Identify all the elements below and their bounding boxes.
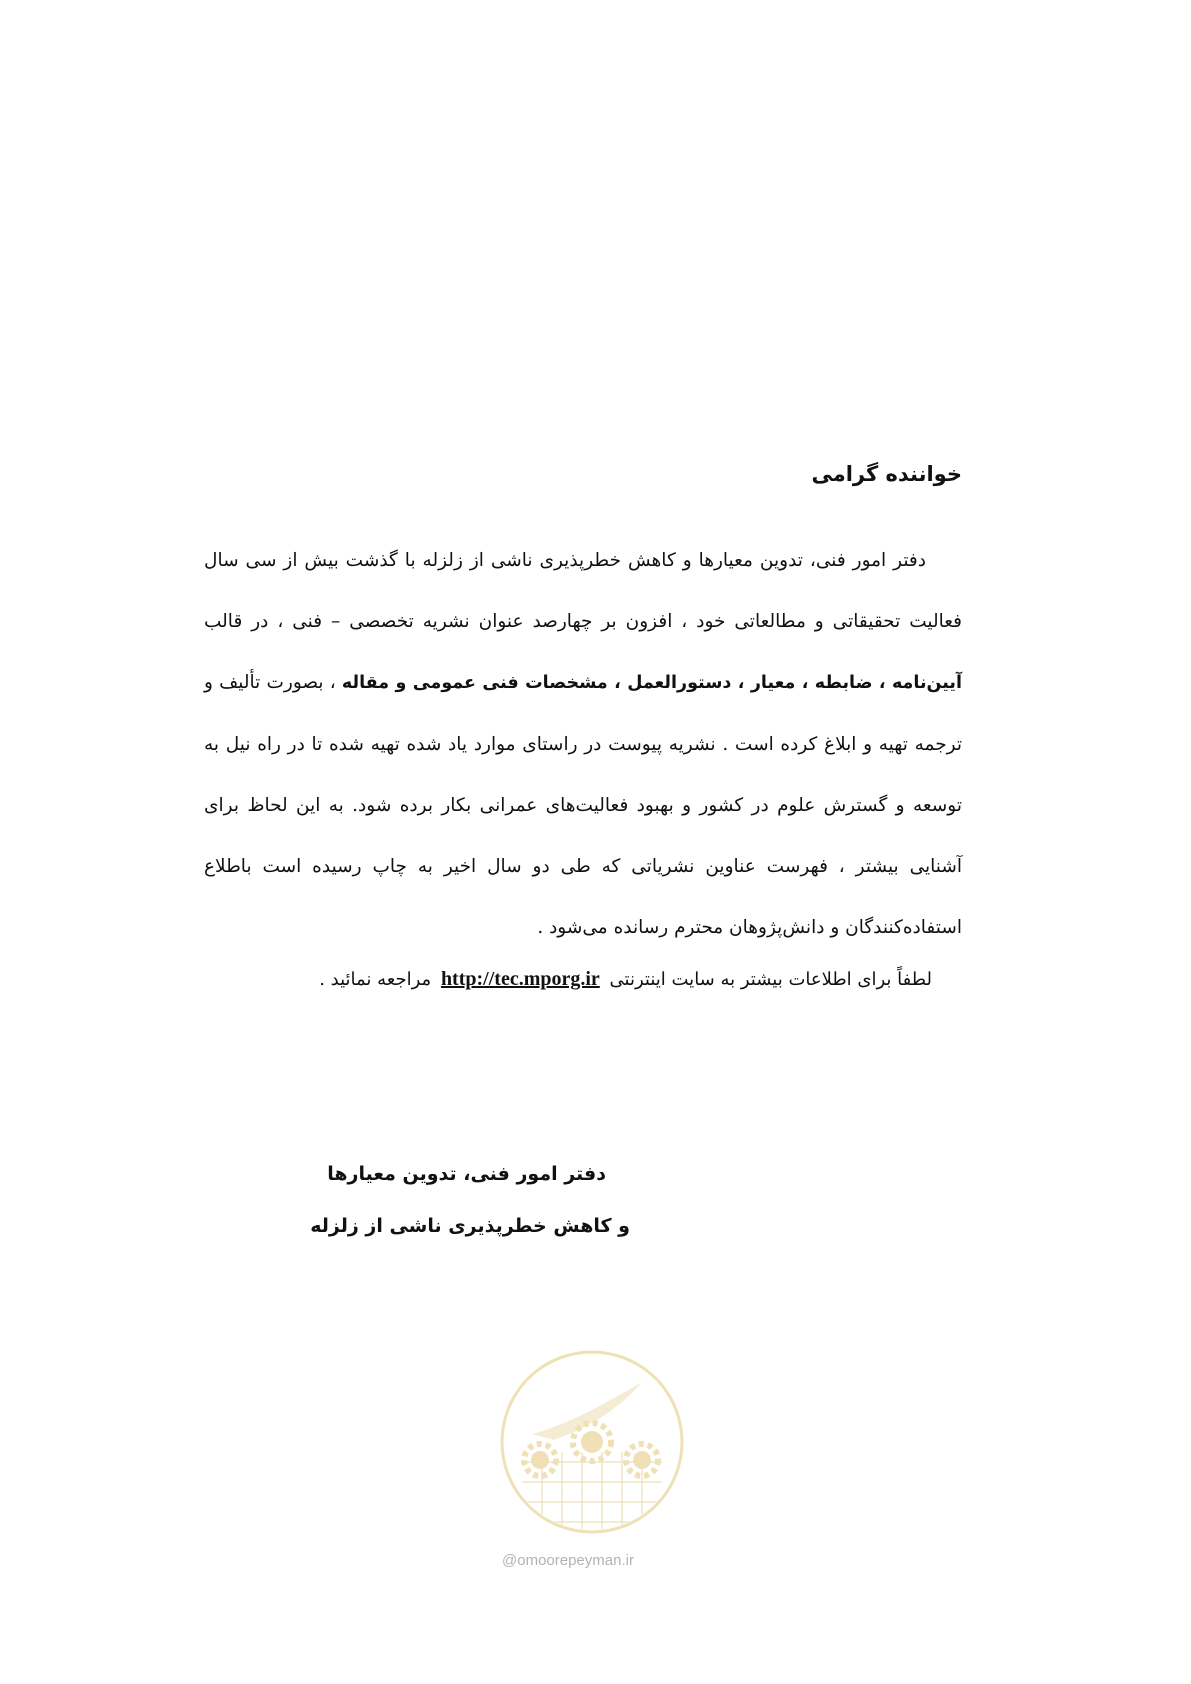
letter-body (204, 530, 962, 958)
body-outro: ، بصورت تألیف و ترجمه تهیه و ابلاغ کرده است . نشریه پیوست در راستای موارد یاد شده تهیه شده تا در راه نیل به توسعه و گسترش علوم در کشور و بهبود فعالیت‌های عمرانی بکار برده شود. به این لحاظ برای آشنایی بیشتر ، فهرست عناوین نشریاتی که طی دو سال اخیر به چاپ رسیده است باطلاع استفاده‌کنندگان و دانش‌پژوهان محترم رسانده می‌شود . (204, 672, 962, 938)
publication-types: آیین‌نامه ، ضابطه ، معیار ، دستورالعمل ، مشخصات فنی عمومی و مقاله (341, 673, 962, 693)
body-intro: دفتر امور فنی، تدوین معیارها و کاهش خطرپذیری ناشی از زلزله با گذشت بیش از سی سال فعالیت تحقیقاتی و مطالعاتی خود ، افزون بر چهارصد عنوان نشریه تخصصی – فنی ، در قالب (204, 550, 962, 632)
website-link[interactable]: http://tec.mporg.ir (440, 968, 600, 990)
body-paragraph (204, 530, 962, 958)
greeting-heading: خواننده گرامی (811, 462, 962, 486)
omoorepeyman-logo-watermark (492, 1342, 692, 1552)
watermark-handle: @omoorepeyman.ir (502, 1552, 634, 1569)
more-info-prefix: لطفاً برای اطلاعات بیشتر به سایت اینترنتی (609, 969, 932, 990)
signature-block (210, 1148, 630, 1252)
signature-line-2: و کاهش خطرپذیری ناشی از زلزله (310, 1215, 630, 1237)
more-info-suffix: مراجعه نمائید . (319, 969, 432, 990)
more-info-line (204, 968, 932, 991)
signature-line-1: دفتر امور فنی، تدوین معیارها (327, 1163, 606, 1185)
